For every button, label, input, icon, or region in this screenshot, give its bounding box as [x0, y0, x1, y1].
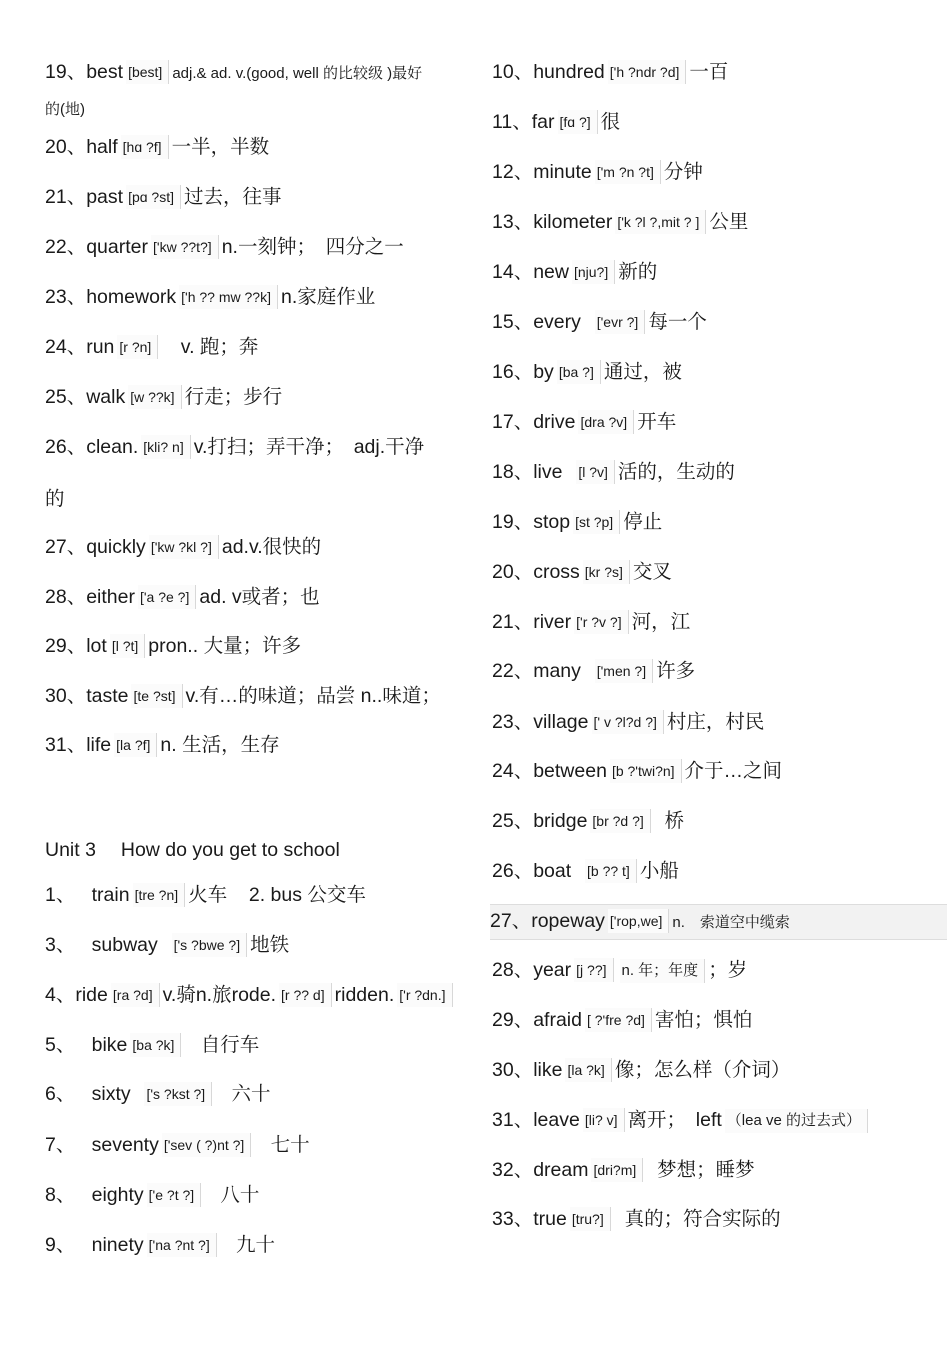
entry-phonetic: [b ?'twi?n]: [610, 759, 682, 783]
entry-word: quarter: [86, 236, 148, 258]
entry-meaning: n. 索道空中缆索: [672, 914, 790, 931]
entry-number: 11、: [492, 111, 532, 133]
entry-meaning: ad. v或者；也: [199, 586, 320, 608]
vocab-entry: [492, 210, 947, 234]
entry-meaning-continued: 的: [45, 488, 65, 510]
entry-meaning: 河，江: [631, 611, 691, 633]
entry-number: 1、: [45, 884, 76, 906]
entry-number: 23、: [45, 286, 87, 308]
entry-word: best: [86, 61, 124, 83]
entry-number: 30、: [45, 685, 87, 707]
entry-meaning: 过去，往事: [183, 186, 282, 208]
entry-number: 28、: [45, 586, 87, 608]
entry-phonetic: ['sev ( ?)nt ?]: [162, 1133, 251, 1157]
entry-phonetic: ['k ?l ?,mit ? ]: [615, 210, 706, 234]
entry-word: lot: [86, 635, 107, 657]
entry-number: 25、: [492, 810, 534, 832]
entry-number: 15、: [492, 311, 534, 333]
entry-extra: 2. bus 公交车: [248, 884, 366, 906]
entry-meaning: 很: [600, 111, 621, 133]
entry-meaning: ad.v.很快的: [221, 536, 322, 558]
entry-phonetic: [dri?m]: [591, 1158, 643, 1182]
entry-meaning: adj.& ad. v.(good, well 的比较级 )最好: [172, 65, 423, 82]
entry-meaning: n.家庭作业: [280, 286, 376, 308]
vocab-entry: [492, 809, 947, 833]
entry-phonetic: [fɑ ?]: [558, 110, 598, 134]
vocab-entry: [45, 983, 463, 1007]
entry-number: 3、: [45, 934, 76, 956]
entry-meaning: 新的: [618, 261, 658, 283]
vocab-entry: [45, 135, 463, 159]
vocab-entry: [45, 585, 463, 609]
entry-word: new: [533, 261, 569, 283]
entry-word: village: [533, 711, 589, 733]
vocab-entry: [492, 610, 947, 634]
entry-phonetic: [ ?'fre ?d]: [585, 1008, 652, 1032]
vocab-entry: [492, 260, 947, 284]
entry-word: far: [531, 111, 555, 133]
entry-meaning: 一百: [689, 61, 729, 83]
entry-meaning: 许多: [656, 660, 696, 682]
entry-word: train: [91, 884, 130, 906]
entry-number: 31、: [45, 734, 87, 756]
entry-word: boat: [533, 860, 572, 882]
entry-meaning-continued: 的(地): [45, 101, 85, 118]
entry-meaning: n.一刻钟； 四分之一: [221, 236, 404, 258]
entry-number: 22、: [45, 236, 87, 258]
vocab-entry: [45, 883, 463, 907]
entry-word: bridge: [533, 810, 588, 832]
entry-phonetic: [tre ?n]: [133, 883, 186, 907]
entry-meaning: n. 年；年度: [620, 959, 706, 983]
entry-phonetic: [ba ?]: [557, 360, 601, 384]
entry-word: by: [533, 361, 554, 383]
vocab-entry: [492, 859, 947, 883]
vocab-entry: [45, 1183, 463, 1207]
entry-phonetic: [li? v]: [583, 1108, 625, 1132]
entry-phonetic: [te ?st]: [131, 684, 182, 708]
entry-phonetic: ['na ?nt ?]: [147, 1233, 217, 1257]
entry-word: cross: [533, 561, 580, 583]
vocab-entry: [492, 310, 947, 334]
entry-word: ropeway: [531, 910, 605, 932]
entry-phonetic: [' v ?l?d ?]: [592, 710, 664, 734]
vocab-entry: [45, 335, 463, 359]
entry-phonetic: [kli? n]: [141, 435, 190, 459]
entry-phonetic: [w ??k]: [128, 385, 181, 409]
entry-phonetic: [nju?]: [572, 260, 615, 284]
entry-number: 29、: [45, 635, 87, 657]
entry-phonetic: [st ?p]: [573, 510, 620, 534]
entry-phonetic: ['m ?n ?t]: [595, 160, 661, 184]
entry-meaning: 八十: [220, 1184, 260, 1206]
entry-number: 23、: [492, 711, 534, 733]
entry-meaning: 像；怎么样（介词）: [614, 1059, 791, 1081]
entry-phonetic: ['h ?ndr ?d]: [608, 60, 687, 84]
entry-number: 26、: [45, 436, 87, 458]
entry-number: 18、: [492, 461, 534, 483]
entry-word: leave: [533, 1109, 580, 1131]
entry-meaning: 梦想；睡梦: [657, 1159, 755, 1181]
entry-meaning: 小船: [639, 860, 679, 882]
entry-word: walk: [86, 386, 126, 408]
entry-meaning: 公里: [709, 211, 749, 233]
entry-number: 25、: [45, 386, 87, 408]
entry-number: 26、: [492, 860, 534, 882]
entry-word: every: [533, 311, 581, 333]
entry-word: eighty: [91, 1184, 144, 1206]
entry-phonetic: ['r ?dn.]: [397, 983, 452, 1007]
entry-meaning-extra: ；岁: [708, 959, 748, 981]
entry-number: 21、: [492, 611, 534, 633]
entry-word: subway: [91, 934, 158, 956]
entry-number: 30、: [492, 1059, 534, 1081]
vocab-entry: [492, 1108, 947, 1133]
entry-meaning: 七十: [270, 1134, 310, 1156]
vocab-entry: [492, 110, 947, 134]
entry-word: past: [86, 186, 124, 208]
entry-phonetic: ['kw ??t?]: [151, 235, 219, 259]
entry-word: either: [86, 586, 135, 608]
entry-meaning: n. 生活，生存: [160, 734, 280, 756]
entry-number: 14、: [492, 261, 534, 283]
entry-phonetic: [pɑ ?st]: [126, 185, 181, 209]
vocab-entry: [492, 1058, 947, 1082]
entry-number: 33、: [492, 1208, 534, 1230]
entry-meaning: 九十: [236, 1234, 276, 1256]
entry-meaning: 地铁: [250, 934, 290, 956]
entry-number: 24、: [45, 336, 87, 358]
entry-phonetic: [tru?]: [570, 1207, 611, 1231]
entry-meaning: v.骑n.旅rode.: [162, 984, 277, 1006]
entry-word: dream: [533, 1159, 589, 1181]
entry-number: 12、: [492, 161, 534, 183]
vocab-entry: [45, 235, 463, 259]
entry-number: 29、: [492, 1009, 534, 1031]
entry-meaning: 六十: [231, 1083, 271, 1105]
entry-word: stop: [533, 511, 571, 533]
vocab-entry: [492, 60, 947, 84]
entry-phonetic: ['h ?? mw ??k]: [179, 285, 278, 309]
entry-number: 17、: [492, 411, 534, 433]
entry-number: 13、: [492, 211, 534, 233]
entry-word: river: [533, 611, 572, 633]
entry-number: 5、: [45, 1034, 76, 1056]
entry-word: life: [86, 734, 112, 756]
entry-meaning: 交叉: [632, 561, 672, 583]
entry-meaning: 害怕；惧怕: [654, 1009, 753, 1031]
entry-meaning: 火车: [188, 884, 228, 906]
vocab-entry: [45, 185, 463, 209]
entry-number: 8、: [45, 1184, 76, 1206]
entry-meaning: 村庄，村民: [666, 711, 765, 733]
entry-word: minute: [533, 161, 592, 183]
vocab-entry: [492, 160, 947, 184]
vocab-entry: [492, 1207, 947, 1231]
entry-number: 31、: [492, 1109, 534, 1131]
entry-phonetic: [la ?f]: [114, 733, 157, 757]
entry-meaning: ridden.: [334, 984, 395, 1006]
entry-number: 32、: [492, 1159, 534, 1181]
entry-phonetic: ['a ?e ?]: [138, 585, 196, 609]
vocab-entry: [492, 958, 947, 983]
vocab-entry: [45, 1082, 463, 1106]
entry-meaning: 桥: [664, 810, 685, 832]
entry-number: 20、: [492, 561, 534, 583]
entry-meaning: v.有…的味道；品尝 n..味道；: [185, 685, 441, 707]
entry-word: live: [533, 461, 563, 483]
entry-number: 19、: [45, 61, 87, 83]
entry-phonetic: ['s ?bwe ?]: [172, 933, 248, 957]
entry-phonetic: [best]: [126, 60, 169, 84]
entry-phonetic: [ba ?k]: [130, 1033, 181, 1057]
vocab-entry: [45, 535, 463, 559]
entry-meaning: 行走；步行: [184, 386, 283, 408]
entry-phonetic: [kr ?s]: [583, 560, 630, 584]
entry-word: bike: [91, 1034, 128, 1056]
entry-number: 20、: [45, 136, 87, 158]
vocab-entry: [492, 659, 947, 683]
entry-phonetic: ['men ?]: [595, 659, 653, 683]
vocab-entry: [45, 435, 463, 459]
entry-word: afraid: [533, 1009, 582, 1031]
entry-meaning: 自行车: [200, 1034, 260, 1056]
vocab-entry: [45, 733, 463, 757]
entry-meaning: v.打扫；弄干净； adj.干净: [193, 436, 425, 458]
vocab-entry: [492, 1158, 947, 1182]
entry-word: ride: [75, 984, 108, 1006]
vocab-entry: [45, 285, 463, 309]
entry-meaning: 活的，生动的: [617, 461, 735, 483]
entry-phonetic: ['e ?t ?]: [147, 1183, 201, 1207]
entry-number: 19、: [492, 511, 534, 533]
entry-number: 22、: [492, 660, 534, 682]
entry-number: 9、: [45, 1234, 76, 1256]
vocab-entry: [492, 510, 947, 534]
entry-number: 4、: [45, 984, 76, 1006]
entry-meaning: 离开； left: [627, 1109, 722, 1131]
entry-word: taste: [86, 685, 129, 707]
entry-meaning: 通过，被: [603, 361, 682, 383]
entry-phonetic: [dra ?v]: [578, 410, 634, 434]
entry-phonetic: [j ??]: [574, 958, 613, 982]
entry-word: drive: [533, 411, 576, 433]
entry-word: half: [86, 136, 118, 158]
vocab-entry: [492, 410, 947, 434]
entry-word: quickly: [86, 536, 146, 558]
vocab-entry: [45, 1033, 463, 1057]
entry-number: 7、: [45, 1134, 76, 1156]
entry-meaning: v. 跑；奔: [161, 336, 259, 358]
vocab-entry: [45, 385, 463, 409]
entry-word: hundred: [533, 61, 605, 83]
entry-meaning: 真的；符合实际的: [624, 1208, 781, 1230]
entry-number: 16、: [492, 361, 534, 383]
entry-word: kilometer: [533, 211, 613, 233]
entry-phonetic: ['r ?v ?]: [574, 610, 628, 634]
entry-phonetic: [r ?n]: [117, 335, 158, 359]
entry-phonetic: [hɑ ?f]: [121, 135, 169, 159]
entry-number: 6、: [45, 1083, 76, 1105]
entry-word: year: [533, 959, 572, 981]
entry-number: 27、: [490, 910, 532, 932]
entry-word: homework: [86, 286, 177, 308]
entry-number: 27、: [45, 536, 87, 558]
entry-meaning: 停止: [623, 511, 663, 533]
vocab-entry: [492, 560, 947, 584]
entry-number: 28、: [492, 959, 534, 981]
vocab-entry: [45, 634, 463, 658]
entry-phonetic: [la ?k]: [565, 1058, 611, 1082]
vocab-entry: [45, 684, 463, 708]
entry-phonetic: ['kw ?kl ?]: [149, 535, 219, 559]
entry-phonetic: ['evr ?]: [595, 310, 646, 334]
entry-word: clean.: [86, 436, 139, 458]
entry-word: like: [533, 1059, 563, 1081]
vocab-entry: [492, 360, 947, 384]
vocab-entry-highlighted: [490, 904, 947, 940]
entry-phonetic: [b ?? t]: [585, 859, 637, 883]
entry-meaning: pron.. 大量；许多: [148, 635, 302, 657]
vocab-entry: [45, 1233, 463, 1257]
entry-note: （lea ve 的过去式）: [725, 1109, 868, 1133]
vocab-entry: [492, 759, 947, 783]
entry-phonetic: ['rop,we]: [608, 909, 669, 933]
entry-meaning: 每一个: [648, 311, 707, 333]
entry-phonetic: [r ?? d]: [279, 983, 332, 1007]
entry-word: true: [533, 1208, 567, 1230]
entry-phonetic: [l ?t]: [110, 634, 145, 658]
entry-word: between: [533, 760, 607, 782]
vocab-entry: [492, 460, 947, 484]
entry-meaning: 分钟: [663, 161, 703, 183]
vocab-entry: [45, 1133, 463, 1157]
entry-phonetic: [br ?d ?]: [590, 809, 650, 833]
entry-word: seventy: [91, 1134, 159, 1156]
entry-phonetic: [l ?v]: [576, 460, 615, 484]
entry-word: sixty: [91, 1083, 131, 1105]
entry-number: 24、: [492, 760, 534, 782]
entry-number: 10、: [492, 61, 534, 83]
entry-phonetic: [ra ?d]: [111, 983, 160, 1007]
entry-meaning: 开车: [637, 411, 677, 433]
entry-meaning: 介于…之间: [684, 760, 783, 782]
entry-word: ninety: [91, 1234, 144, 1256]
entry-meaning: 一半，半数: [171, 136, 270, 158]
entry-word: many: [533, 660, 581, 682]
entry-word: run: [86, 336, 115, 358]
vocab-entry: [45, 60, 463, 84]
entry-phonetic: ['s ?kst ?]: [144, 1082, 212, 1106]
unit-heading: Unit 3 How do you get to school: [45, 839, 340, 861]
vocab-entry: [492, 1008, 947, 1032]
vocab-entry: [492, 710, 947, 734]
entry-number: 21、: [45, 186, 87, 208]
vocab-entry: [45, 933, 463, 957]
